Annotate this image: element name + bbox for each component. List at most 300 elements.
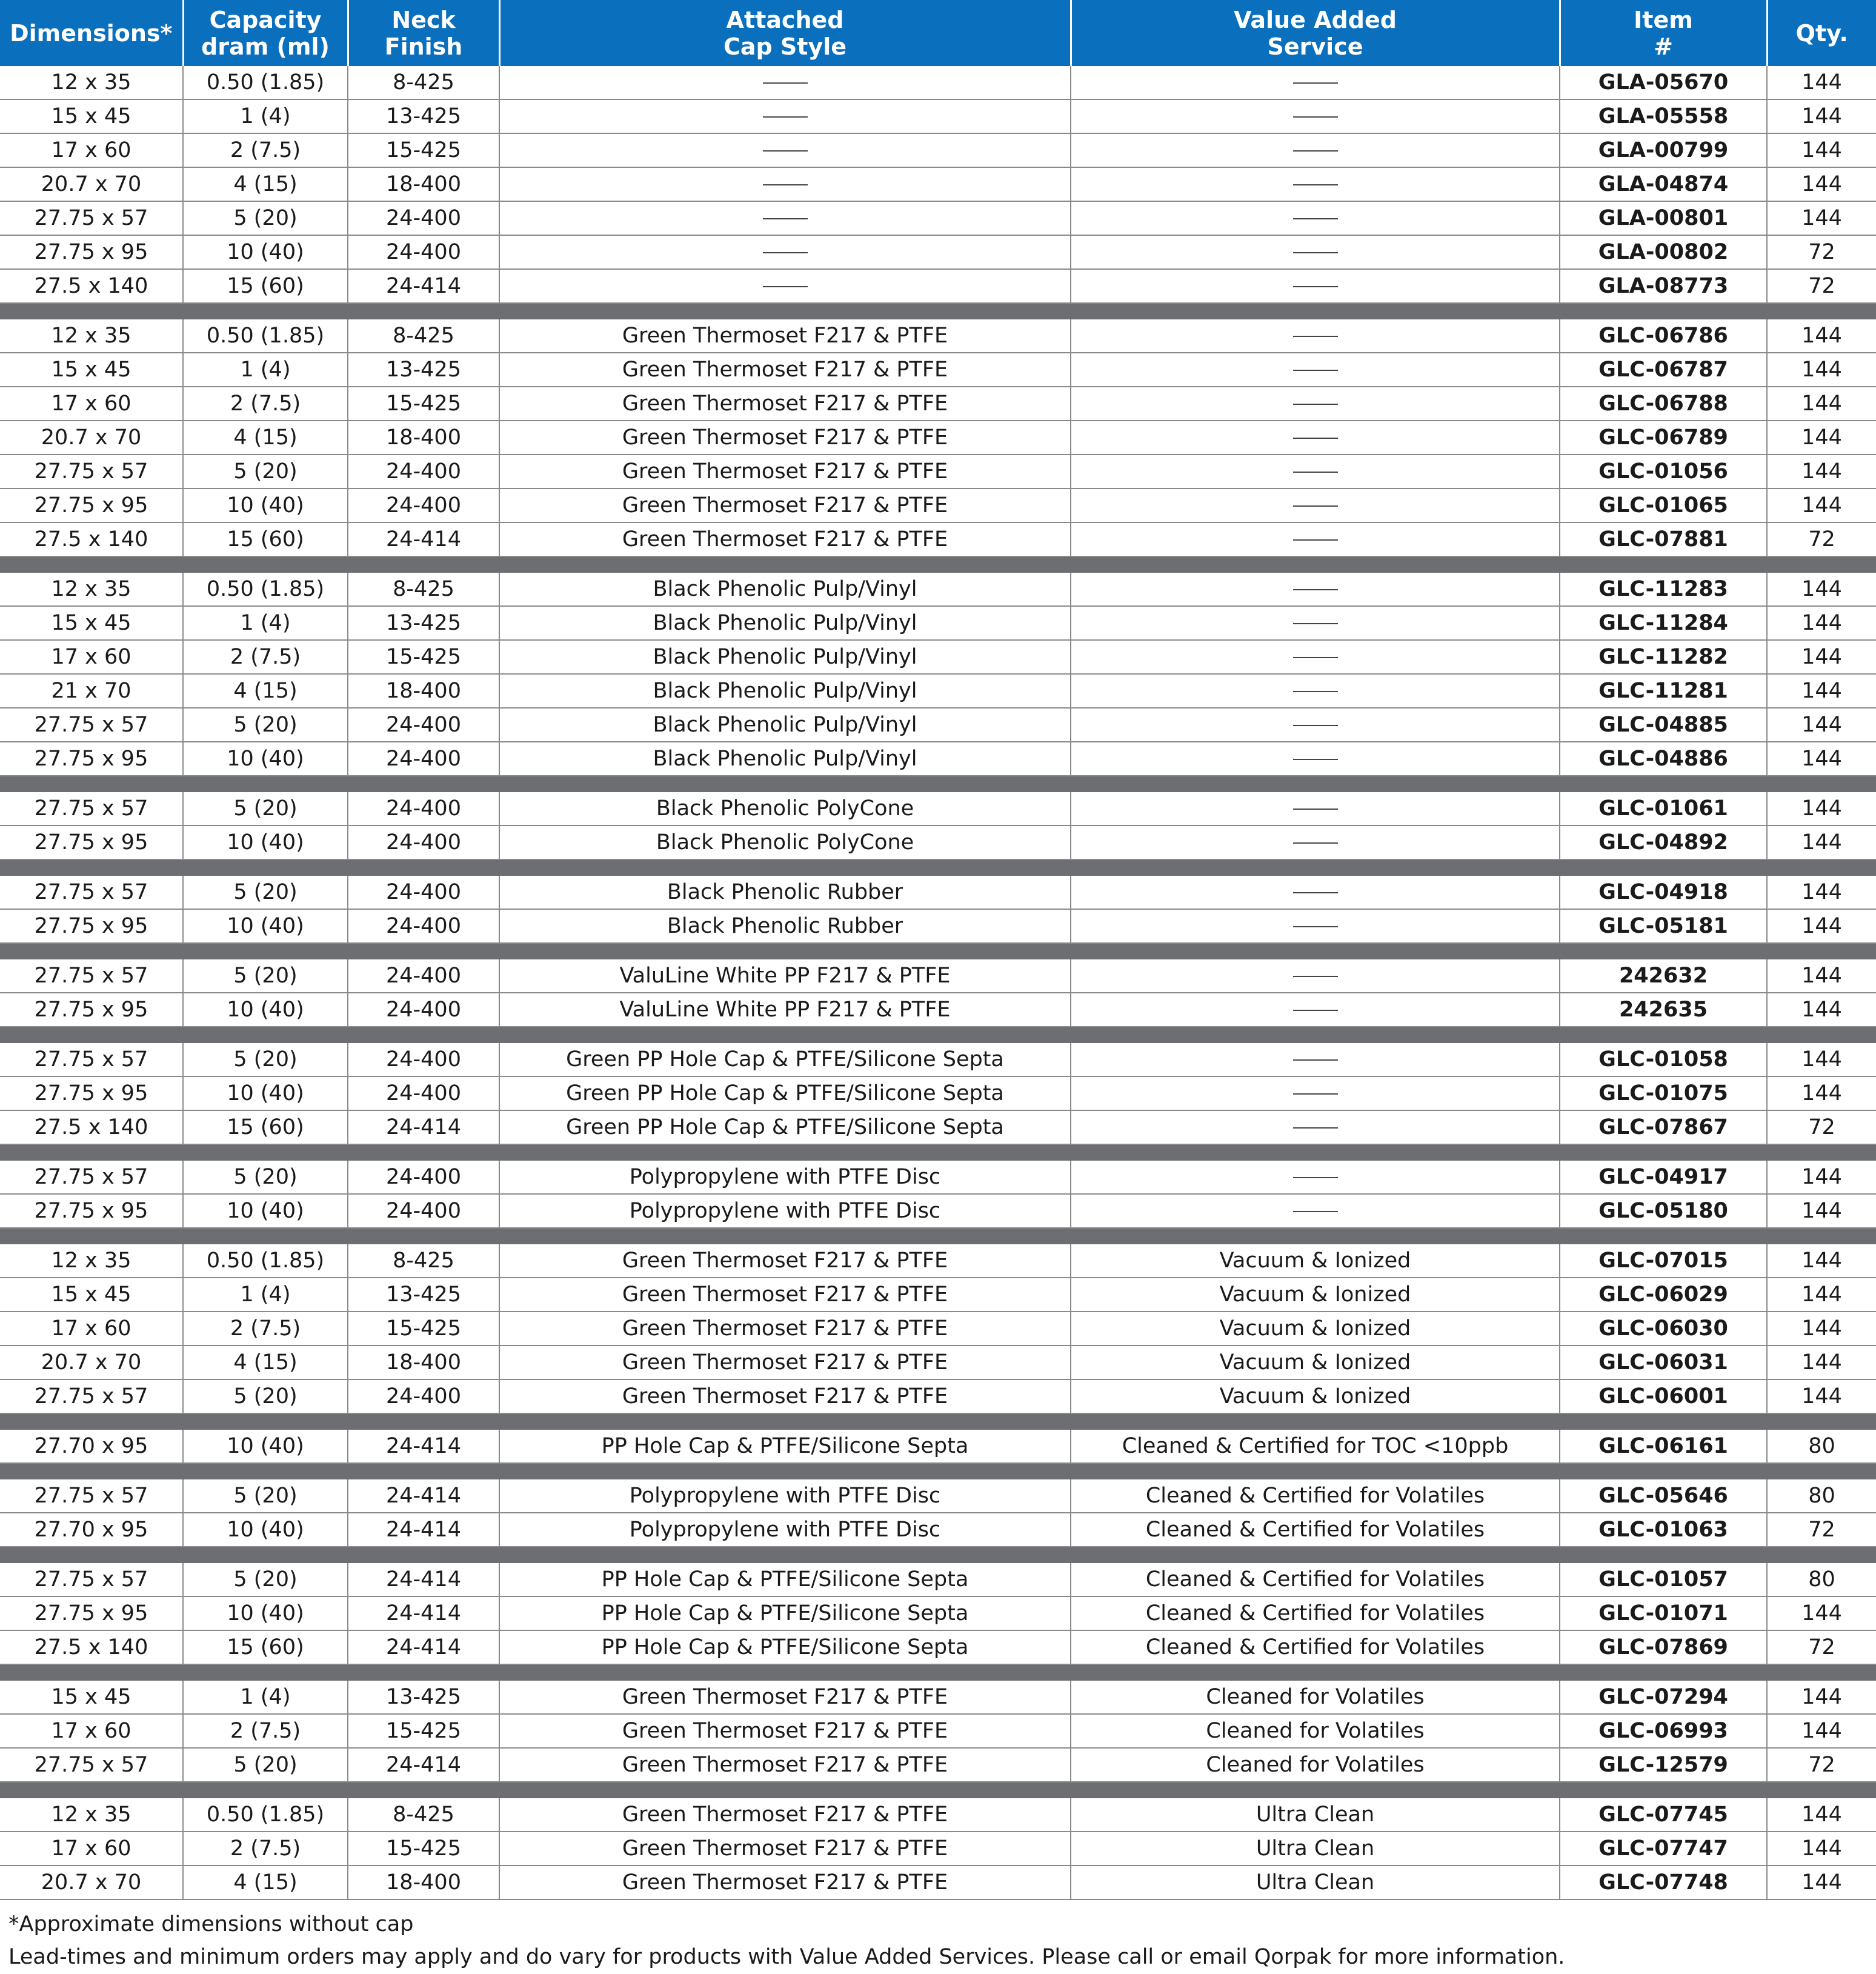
neck-finish-cell: 24-400 [348,959,499,993]
value-added-service-cell [1071,909,1560,943]
item-number-cell: GLC-05646 [1560,1479,1767,1513]
dimensions-cell: 27.5 x 140 [0,269,183,303]
item-number-cell: GLC-11281 [1560,674,1767,708]
item-number-cell: GLC-07867 [1560,1110,1767,1144]
dimensions-cell: 27.75 x 95 [0,1194,183,1228]
item-number-cell: GLC-06788 [1560,387,1767,421]
dash-placeholder [1293,657,1338,658]
dash-placeholder [1293,1127,1338,1129]
table-row [0,909,1876,943]
cap-style-cell: ValuLine White PP F217 & PTFE [499,959,1071,993]
capacity-cell: 0.50 (1.85) [183,1798,348,1832]
qty-cell: 144 [1767,1714,1876,1748]
value-added-service-cell [1071,421,1560,455]
cap-style-cell [499,235,1071,269]
value-added-service-cell [1071,167,1560,201]
value-added-service-cell: Ultra Clean [1071,1866,1560,1899]
qty-cell: 72 [1767,522,1876,556]
item-number-cell: GLA-00799 [1560,133,1767,167]
capacity-cell: 1 (4) [183,353,348,387]
capacity-cell: 5 (20) [183,1043,348,1076]
cap-style-cell [499,66,1071,99]
table-row [0,742,1876,776]
cap-style-cell [499,269,1071,303]
neck-finish-cell: 13-425 [348,606,499,640]
item-number-cell: GLC-06786 [1560,319,1767,353]
capacity-cell: 5 (20) [183,1479,348,1513]
neck-finish-cell: 13-425 [348,99,499,133]
value-added-service-cell [1071,1110,1560,1144]
item-number-cell: GLA-05558 [1560,99,1767,133]
dash-placeholder [1293,1059,1338,1061]
cap-style-cell: Black Phenolic PolyCone [499,825,1071,859]
capacity-cell: 10 (40) [183,235,348,269]
table-body [0,66,1876,1899]
dash-placeholder [1293,691,1338,692]
value-added-service-cell [1071,573,1560,606]
item-number-cell: GLC-06031 [1560,1345,1767,1379]
neck-finish-cell: 15-425 [348,1714,499,1748]
dimensions-cell: 27.70 x 95 [0,1430,183,1463]
dimensions-cell: 17 x 60 [0,640,183,674]
cap-style-cell: Green Thermoset F217 & PTFE [499,455,1071,488]
dash-placeholder [1293,252,1338,253]
capacity-cell: 5 (20) [183,876,348,909]
qty-cell: 144 [1767,909,1876,943]
item-number-cell: GLC-07294 [1560,1681,1767,1714]
dash-placeholder [763,184,808,185]
group-separator [0,859,1876,876]
capacity-cell: 10 (40) [183,825,348,859]
dash-placeholder [1293,623,1338,624]
item-number-cell: GLA-05670 [1560,66,1767,99]
table-row [0,488,1876,522]
table-row [0,792,1876,825]
qty-cell: 144 [1767,133,1876,167]
value-added-service-cell: Cleaned for Volatiles [1071,1681,1560,1714]
dimensions-cell: 15 x 45 [0,1278,183,1312]
dash-placeholder [1293,82,1338,84]
value-added-service-cell [1071,269,1560,303]
item-number-cell: GLC-01056 [1560,455,1767,488]
dash-placeholder [1293,809,1338,810]
dimensions-cell: 27.75 x 57 [0,1379,183,1413]
neck-finish-cell: 24-414 [348,1563,499,1596]
qty-cell: 144 [1767,1798,1876,1832]
item-number-cell: GLC-05180 [1560,1194,1767,1228]
cap-style-cell: Green Thermoset F217 & PTFE [499,1832,1071,1866]
dimensions-cell: 17 x 60 [0,387,183,421]
qty-cell: 80 [1767,1563,1876,1596]
table-row [0,959,1876,993]
dash-placeholder [1293,976,1338,977]
table-row [0,66,1876,99]
table-row [0,1681,1876,1714]
cap-style-cell: Green Thermoset F217 & PTFE [499,319,1071,353]
neck-finish-cell: 18-400 [348,1866,499,1899]
dimensions-cell: 27.75 x 57 [0,1748,183,1782]
neck-finish-cell: 8-425 [348,1244,499,1278]
table-row [0,640,1876,674]
table-row [0,1430,1876,1463]
cap-style-cell: Polypropylene with PTFE Disc [499,1479,1071,1513]
qty-cell: 144 [1767,66,1876,99]
capacity-cell: 1 (4) [183,606,348,640]
capacity-cell: 10 (40) [183,1076,348,1110]
separator-bar [0,1027,1876,1043]
neck-finish-cell: 18-400 [348,421,499,455]
capacity-cell: 2 (7.5) [183,1832,348,1866]
cap-style-cell: Black Phenolic PolyCone [499,792,1071,825]
table-row [0,876,1876,909]
qty-cell: 144 [1767,825,1876,859]
neck-finish-cell: 24-414 [348,522,499,556]
qty-cell: 144 [1767,1043,1876,1076]
table-row [0,1194,1876,1228]
value-added-service-cell: Ultra Clean [1071,1798,1560,1832]
qty-cell: 144 [1767,792,1876,825]
dimensions-cell: 27.75 x 57 [0,792,183,825]
dimensions-cell: 12 x 35 [0,66,183,99]
qty-cell: 72 [1767,1513,1876,1547]
table-row [0,201,1876,235]
qty-cell: 144 [1767,99,1876,133]
dimensions-cell: 27.75 x 57 [0,1479,183,1513]
value-added-service-cell [1071,674,1560,708]
item-number-cell: GLC-04886 [1560,742,1767,776]
qty-cell: 144 [1767,640,1876,674]
item-number-cell: GLC-07869 [1560,1630,1767,1664]
capacity-cell: 2 (7.5) [183,1714,348,1748]
neck-finish-cell: 13-425 [348,1681,499,1714]
item-number-cell: GLC-06789 [1560,421,1767,455]
item-number-cell: GLC-04892 [1560,825,1767,859]
table-row [0,1748,1876,1782]
cap-style-cell [499,201,1071,235]
capacity-cell: 5 (20) [183,1379,348,1413]
separator-bar [0,1144,1876,1161]
cap-style-cell: Green Thermoset F217 & PTFE [499,1748,1071,1782]
dimensions-cell: 27.75 x 57 [0,1043,183,1076]
group-separator [0,1144,1876,1161]
capacity-cell: 10 (40) [183,1194,348,1228]
neck-finish-cell: 24-400 [348,1043,499,1076]
dimensions-cell: 27.75 x 57 [0,1161,183,1194]
item-number-cell: GLC-06029 [1560,1278,1767,1312]
dimensions-cell: 15 x 45 [0,1681,183,1714]
dash-placeholder [1293,759,1338,760]
cap-style-cell: Green Thermoset F217 & PTFE [499,421,1071,455]
value-added-service-cell: Cleaned & Certified for TOC <10ppb [1071,1430,1560,1463]
capacity-cell: 0.50 (1.85) [183,319,348,353]
cap-style-cell: Black Phenolic Pulp/Vinyl [499,708,1071,742]
table-row [0,708,1876,742]
dash-placeholder [763,116,808,118]
neck-finish-cell: 8-425 [348,66,499,99]
dash-placeholder [1293,472,1338,473]
neck-finish-cell: 18-400 [348,674,499,708]
dash-placeholder [1293,404,1338,405]
dimensions-cell: 27.75 x 57 [0,1563,183,1596]
cap-style-cell: Green Thermoset F217 & PTFE [499,387,1071,421]
dimensions-cell: 27.5 x 140 [0,522,183,556]
item-number-cell: GLC-07015 [1560,1244,1767,1278]
value-added-service-cell [1071,1194,1560,1228]
header-dimensions: Dimensions* [0,0,183,66]
item-number-cell: GLC-05181 [1560,909,1767,943]
table-row [0,319,1876,353]
dash-placeholder [763,252,808,253]
dimensions-cell: 20.7 x 70 [0,1345,183,1379]
qty-cell: 72 [1767,1110,1876,1144]
group-separator [0,1664,1876,1681]
item-number-cell: GLC-07745 [1560,1798,1767,1832]
lead-time-footnote: Lead-times and minimum orders may apply and do vary for products with Value Added Services. Please call or email Qorpak for more information. [8,1945,1565,1969]
value-added-service-cell: Cleaned for Volatiles [1071,1714,1560,1748]
group-separator [0,943,1876,959]
neck-finish-cell: 24-400 [348,876,499,909]
cap-style-cell: PP Hole Cap & PTFE/Silicone Septa [499,1563,1071,1596]
header-value-added-service: Value Added Service [1071,0,1560,66]
table-row [0,573,1876,606]
table-row [0,235,1876,269]
table-row [0,993,1876,1027]
qty-cell: 144 [1767,1161,1876,1194]
capacity-cell: 1 (4) [183,99,348,133]
cap-style-cell: Green Thermoset F217 & PTFE [499,1345,1071,1379]
dimensions-cell: 20.7 x 70 [0,1866,183,1899]
qty-cell: 144 [1767,319,1876,353]
cap-style-cell: Green Thermoset F217 & PTFE [499,1798,1071,1832]
neck-finish-cell: 24-400 [348,1379,499,1413]
neck-finish-cell: 15-425 [348,387,499,421]
value-added-service-cell [1071,1043,1560,1076]
neck-finish-cell: 15-425 [348,133,499,167]
dimensions-cell: 12 x 35 [0,573,183,606]
capacity-cell: 2 (7.5) [183,640,348,674]
dash-placeholder [1293,926,1338,927]
dash-placeholder [1293,150,1338,152]
capacity-cell: 15 (60) [183,269,348,303]
capacity-cell: 5 (20) [183,201,348,235]
neck-finish-cell: 24-414 [348,269,499,303]
value-added-service-cell: Cleaned for Volatiles [1071,1748,1560,1782]
qty-cell: 144 [1767,1379,1876,1413]
table-row [0,1379,1876,1413]
separator-bar [0,556,1876,573]
dimensions-cell: 21 x 70 [0,674,183,708]
dimensions-cell: 15 x 45 [0,606,183,640]
qty-cell: 144 [1767,1832,1876,1866]
capacity-cell: 4 (15) [183,1866,348,1899]
separator-bar [0,943,1876,959]
cap-style-cell [499,167,1071,201]
item-number-cell: GLC-01061 [1560,792,1767,825]
neck-finish-cell: 24-414 [348,1110,499,1144]
qty-cell: 144 [1767,488,1876,522]
cap-style-cell: Green Thermoset F217 & PTFE [499,1244,1071,1278]
dash-placeholder [1293,286,1338,287]
item-number-cell: GLC-06030 [1560,1312,1767,1345]
cap-style-cell: Black Phenolic Pulp/Vinyl [499,573,1071,606]
capacity-cell: 5 (20) [183,792,348,825]
dimensions-cell: 27.75 x 95 [0,909,183,943]
value-added-service-cell [1071,353,1560,387]
dimensions-cell: 20.7 x 70 [0,421,183,455]
capacity-cell: 10 (40) [183,742,348,776]
cap-style-cell: Green Thermoset F217 & PTFE [499,1866,1071,1899]
capacity-cell: 10 (40) [183,909,348,943]
item-number-cell: GLC-11283 [1560,573,1767,606]
dash-placeholder [1293,218,1338,219]
capacity-cell: 10 (40) [183,1513,348,1547]
dash-placeholder [1293,438,1338,439]
item-number-cell: GLC-04917 [1560,1161,1767,1194]
dash-placeholder [1293,725,1338,726]
dash-placeholder [1293,505,1338,507]
group-separator [0,303,1876,319]
dash-placeholder [1293,370,1338,371]
header-capacity: Capacity dram (ml) [183,0,348,66]
dash-placeholder [1293,1093,1338,1095]
dimensions-cell: 27.75 x 57 [0,708,183,742]
neck-finish-cell: 24-400 [348,455,499,488]
value-added-service-cell [1071,522,1560,556]
capacity-cell: 10 (40) [183,1596,348,1630]
neck-finish-cell: 24-400 [348,909,499,943]
value-added-service-cell: Cleaned & Certified for Volatiles [1071,1563,1560,1596]
qty-cell: 144 [1767,606,1876,640]
qty-cell: 72 [1767,269,1876,303]
item-number-cell: GLC-01071 [1560,1596,1767,1630]
capacity-cell: 2 (7.5) [183,133,348,167]
table-row [0,606,1876,640]
table-header [0,0,1876,66]
table-row [0,1798,1876,1832]
neck-finish-cell: 8-425 [348,1798,499,1832]
cap-style-cell: Green Thermoset F217 & PTFE [499,1379,1071,1413]
neck-finish-cell: 24-400 [348,1194,499,1228]
cap-style-cell: Green Thermoset F217 & PTFE [499,1681,1071,1714]
item-number-cell: GLC-11282 [1560,640,1767,674]
value-added-service-cell: Cleaned & Certified for Volatiles [1071,1596,1560,1630]
value-added-service-cell: Cleaned & Certified for Volatiles [1071,1630,1560,1664]
capacity-cell: 1 (4) [183,1278,348,1312]
capacity-cell: 4 (15) [183,1345,348,1379]
capacity-cell: 4 (15) [183,674,348,708]
dash-placeholder [763,82,808,84]
neck-finish-cell: 24-400 [348,235,499,269]
dimensions-cell: 27.5 x 140 [0,1630,183,1664]
cap-style-cell: Green PP Hole Cap & PTFE/Silicone Septa [499,1043,1071,1076]
table-row [0,1479,1876,1513]
value-added-service-cell [1071,825,1560,859]
separator-bar [0,859,1876,876]
neck-finish-cell: 18-400 [348,167,499,201]
item-number-cell: GLC-04885 [1560,708,1767,742]
neck-finish-cell: 24-414 [348,1430,499,1463]
item-number-cell: GLA-08773 [1560,269,1767,303]
table-row [0,1312,1876,1345]
value-added-service-cell [1071,455,1560,488]
capacity-cell: 10 (40) [183,488,348,522]
separator-bar [0,1782,1876,1798]
separator-bar [0,303,1876,319]
value-added-service-cell [1071,1161,1560,1194]
value-added-service-cell [1071,640,1560,674]
cap-style-cell: Green Thermoset F217 & PTFE [499,353,1071,387]
separator-bar [0,1547,1876,1563]
value-added-service-cell: Vacuum & Ionized [1071,1278,1560,1312]
group-separator [0,1547,1876,1563]
value-added-service-cell [1071,606,1560,640]
qty-cell: 144 [1767,674,1876,708]
capacity-cell: 5 (20) [183,1563,348,1596]
cap-style-cell: Polypropylene with PTFE Disc [499,1161,1071,1194]
table-row [0,1563,1876,1596]
capacity-cell: 1 (4) [183,1681,348,1714]
qty-cell: 144 [1767,353,1876,387]
group-separator [0,1413,1876,1430]
neck-finish-cell: 24-400 [348,1161,499,1194]
value-added-service-cell: Vacuum & Ionized [1071,1345,1560,1379]
capacity-cell: 15 (60) [183,522,348,556]
dimensions-cell: 27.75 x 95 [0,488,183,522]
neck-finish-cell: 8-425 [348,573,499,606]
capacity-cell: 5 (20) [183,708,348,742]
neck-finish-cell: 24-414 [348,1748,499,1782]
cap-style-cell: Black Phenolic Pulp/Vinyl [499,674,1071,708]
group-separator [0,1782,1876,1798]
table-row [0,1513,1876,1547]
value-added-service-cell [1071,876,1560,909]
table-row [0,674,1876,708]
value-added-service-cell [1071,387,1560,421]
value-added-service-cell [1071,959,1560,993]
cap-style-cell: Green Thermoset F217 & PTFE [499,522,1071,556]
qty-cell: 144 [1767,959,1876,993]
cap-style-cell: PP Hole Cap & PTFE/Silicone Septa [499,1430,1071,1463]
dimensions-cell: 27.75 x 57 [0,876,183,909]
cap-style-cell: Green Thermoset F217 & PTFE [499,1312,1071,1345]
dimensions-cell: 27.75 x 95 [0,1596,183,1630]
value-added-service-cell: Vacuum & Ionized [1071,1379,1560,1413]
dash-placeholder [763,286,808,287]
neck-finish-cell: 13-425 [348,353,499,387]
value-added-service-cell [1071,66,1560,99]
header-cap-style: Attached Cap Style [499,0,1071,66]
item-number-cell: GLC-01075 [1560,1076,1767,1110]
item-number-cell: GLA-04874 [1560,167,1767,201]
cap-style-cell [499,133,1071,167]
qty-cell: 144 [1767,421,1876,455]
dimensions-cell: 27.75 x 95 [0,742,183,776]
neck-finish-cell: 24-414 [348,1596,499,1630]
dimensions-cell: 20.7 x 70 [0,167,183,201]
value-added-service-cell [1071,201,1560,235]
dimensions-cell: 27.75 x 95 [0,825,183,859]
dimensions-cell: 12 x 35 [0,319,183,353]
cap-style-cell [499,99,1071,133]
header-row [0,0,1876,66]
capacity-cell: 5 (20) [183,1161,348,1194]
neck-finish-cell: 24-400 [348,742,499,776]
cap-style-cell: Green Thermoset F217 & PTFE [499,488,1071,522]
dimensions-cell: 27.5 x 140 [0,1110,183,1144]
dimensions-footnote: *Approximate dimensions without cap [8,1912,414,1936]
qty-cell: 144 [1767,387,1876,421]
dash-placeholder [1293,1177,1338,1178]
